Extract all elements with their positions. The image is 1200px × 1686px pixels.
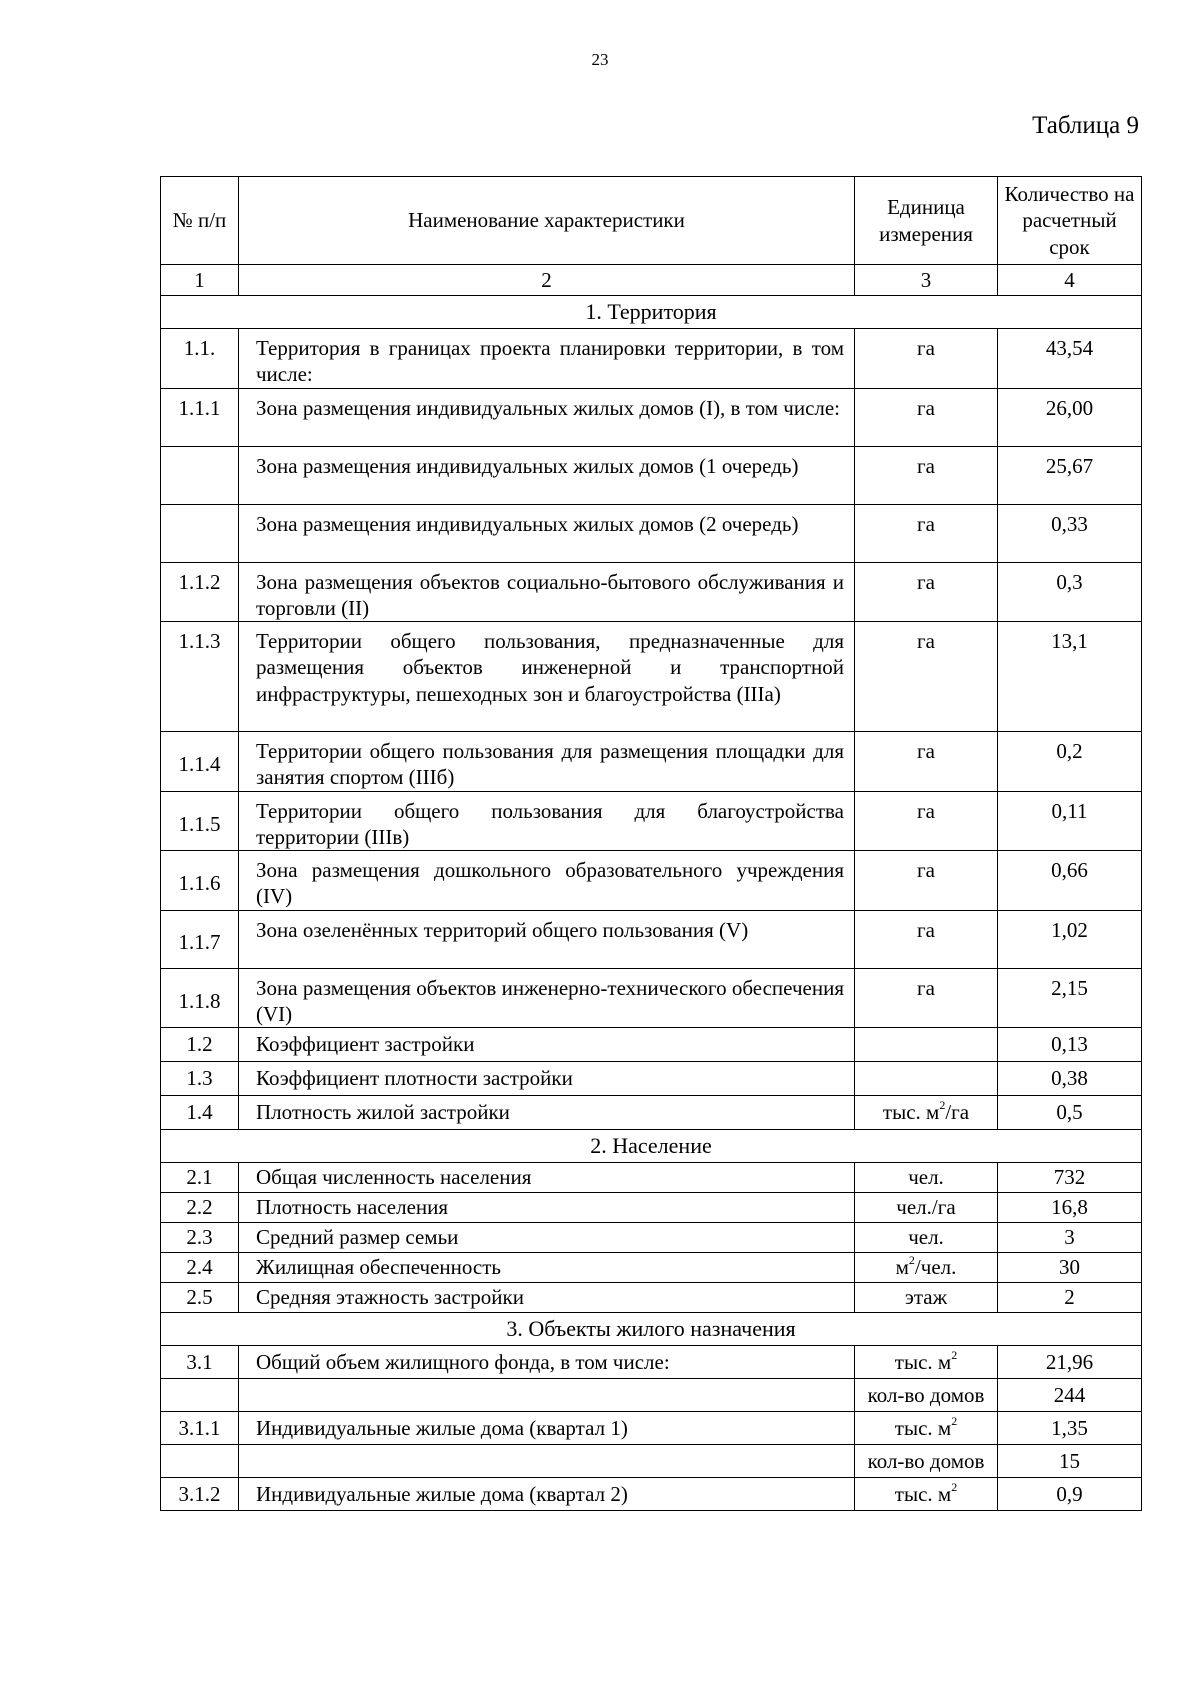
section-header-row	[161, 296, 1142, 329]
table-row	[161, 1478, 1142, 1511]
unit-suffix: /чел.	[914, 1255, 957, 1280]
header-unit: Единица измерения	[855, 177, 998, 265]
row-name: Зона размещения объектов социально-бытового обслуживания и торговли (II)	[239, 562, 855, 622]
row-number	[161, 446, 239, 504]
row-unit: чел.	[855, 1163, 998, 1193]
row-quantity: 1,02	[998, 910, 1142, 968]
table-row	[161, 1028, 1142, 1062]
row-name: Коэффициент застройки	[239, 1028, 855, 1062]
table-row	[161, 1096, 1142, 1130]
section-title: 1. Территория	[161, 296, 1142, 329]
table-header-row	[161, 177, 1142, 265]
table-row	[161, 388, 1142, 446]
table-row	[161, 1445, 1142, 1478]
row-number: 1.1.7	[161, 910, 239, 968]
row-quantity: 0,38	[998, 1062, 1142, 1096]
row-unit	[855, 1412, 998, 1445]
row-unit	[855, 1346, 998, 1379]
header-name: Наименование характеристики	[239, 177, 855, 265]
row-name: Средняя этажность застройки	[239, 1283, 855, 1313]
row-unit: этаж	[855, 1283, 998, 1313]
row-number	[161, 504, 239, 562]
row-unit	[855, 1028, 998, 1062]
row-name: Коэффициент плотности застройки	[239, 1062, 855, 1096]
unit-base: тыс. м	[882, 1100, 940, 1125]
row-quantity: 26,00	[998, 388, 1142, 446]
table-row	[161, 1253, 1142, 1283]
row-unit: га	[855, 622, 998, 732]
row-unit: га	[855, 732, 998, 792]
row-unit	[855, 1096, 998, 1130]
row-name: Зона размещения объектов инженерно-технического обеспечения (VI)	[239, 968, 855, 1028]
row-name: Зона размещения индивидуальных жилых домов (2 очередь)	[239, 504, 855, 562]
row-quantity: 2,15	[998, 968, 1142, 1028]
row-number: 1.1.	[161, 329, 239, 389]
section-header-row	[161, 1313, 1142, 1346]
row-name: Плотность населения	[239, 1193, 855, 1223]
header-qty: Количество на расчетный срок	[998, 177, 1142, 265]
section-title: 3. Объекты жилого назначения	[161, 1313, 1142, 1346]
row-number	[161, 1445, 239, 1478]
table-row	[161, 329, 1142, 389]
row-number: 2.3	[161, 1223, 239, 1253]
row-name: Зона озеленённых территорий общего пользования (V)	[239, 910, 855, 968]
table-row	[161, 791, 1142, 851]
row-quantity: 0,11	[998, 791, 1142, 851]
table-row	[161, 1193, 1142, 1223]
unit-superscript: 2	[908, 1253, 915, 1268]
row-number: 2.4	[161, 1253, 239, 1283]
row-name: Зона размещения индивидуальных жилых домов (1 очередь)	[239, 446, 855, 504]
table-row	[161, 1379, 1142, 1412]
row-unit: га	[855, 791, 998, 851]
table-row	[161, 851, 1142, 911]
row-quantity: 0,13	[998, 1028, 1142, 1062]
row-number: 2.1	[161, 1163, 239, 1193]
row-name: Территории общего пользования для размещения площадки для занятия спортом (IIIб)	[239, 732, 855, 792]
row-unit	[855, 1253, 998, 1283]
table-row	[161, 562, 1142, 622]
page-number: 23	[591, 50, 609, 69]
row-name: Средний размер семьи	[239, 1223, 855, 1253]
row-number: 1.2	[161, 1028, 239, 1062]
header-num: № п/п	[161, 177, 239, 265]
row-unit: га	[855, 446, 998, 504]
colnum-3: 3	[855, 265, 998, 296]
column-number-row	[161, 265, 1142, 296]
row-quantity: 0,2	[998, 732, 1142, 792]
row-quantity: 0,66	[998, 851, 1142, 911]
row-name	[239, 1379, 855, 1412]
table-row	[161, 732, 1142, 792]
row-quantity: 30	[998, 1253, 1142, 1283]
colnum-1: 1	[161, 265, 239, 296]
unit-superscript: 2	[951, 1479, 958, 1494]
unit-suffix: /га	[945, 1100, 970, 1125]
row-name: Плотность жилой застройки	[239, 1096, 855, 1130]
row-number	[161, 1379, 239, 1412]
row-quantity: 21,96	[998, 1346, 1142, 1379]
row-quantity: 0,9	[998, 1478, 1142, 1511]
colnum-2: 2	[239, 265, 855, 296]
section-header-row	[161, 1130, 1142, 1163]
unit-base: тыс. м	[894, 1415, 952, 1440]
row-number: 1.1.2	[161, 562, 239, 622]
row-name: Индивидуальные жилые дома (квартал 1)	[239, 1412, 855, 1445]
row-number: 1.4	[161, 1096, 239, 1130]
row-name: Территории общего пользования для благоустройства территории (IIIв)	[239, 791, 855, 851]
row-unit: га	[855, 968, 998, 1028]
table-row	[161, 1346, 1142, 1379]
row-name	[239, 1445, 855, 1478]
table-row	[161, 1062, 1142, 1096]
row-quantity: 2	[998, 1283, 1142, 1313]
table-body	[161, 296, 1142, 1511]
row-name: Общая численность населения	[239, 1163, 855, 1193]
row-quantity: 25,67	[998, 446, 1142, 504]
row-number: 1.3	[161, 1062, 239, 1096]
row-unit: га	[855, 388, 998, 446]
row-quantity: 0,3	[998, 562, 1142, 622]
row-unit: га	[855, 910, 998, 968]
row-unit: га	[855, 562, 998, 622]
table-row	[161, 622, 1142, 732]
table-row	[161, 1412, 1142, 1445]
row-number: 1.1.8	[161, 968, 239, 1028]
row-quantity: 43,54	[998, 329, 1142, 389]
row-unit	[855, 1478, 998, 1511]
characteristics-table	[160, 176, 1142, 1511]
unit-superscript: 2	[951, 1347, 958, 1362]
table-row	[161, 968, 1142, 1028]
table-row	[161, 910, 1142, 968]
row-quantity: 1,35	[998, 1412, 1142, 1445]
row-name: Жилищная обеспеченность	[239, 1253, 855, 1283]
row-name: Зона размещения индивидуальных жилых домов (I), в том числе:	[239, 388, 855, 446]
colnum-4: 4	[998, 265, 1142, 296]
row-name: Общий объем жилищного фонда, в том числе:	[239, 1346, 855, 1379]
row-name: Зона размещения дошкольного образовательного учреждения (IV)	[239, 851, 855, 911]
row-quantity: 0,33	[998, 504, 1142, 562]
unit-base: м	[895, 1255, 909, 1280]
row-number: 3.1.1	[161, 1412, 239, 1445]
table-caption: Таблица 9	[1032, 112, 1139, 139]
row-quantity: 3	[998, 1223, 1142, 1253]
row-unit: га	[855, 504, 998, 562]
row-quantity: 15	[998, 1445, 1142, 1478]
row-number: 1.1.3	[161, 622, 239, 732]
row-number: 1.1.5	[161, 791, 239, 851]
row-quantity: 0,5	[998, 1096, 1142, 1130]
row-number: 1.1.6	[161, 851, 239, 911]
row-number: 3.1.2	[161, 1478, 239, 1511]
row-number: 2.2	[161, 1193, 239, 1223]
unit-base: тыс. м	[894, 1481, 952, 1506]
row-number: 1.1.1	[161, 388, 239, 446]
row-name: Территория в границах проекта планировки территории, в том числе:	[239, 329, 855, 389]
row-quantity: 244	[998, 1379, 1142, 1412]
row-number: 2.5	[161, 1283, 239, 1313]
row-unit: чел./га	[855, 1193, 998, 1223]
row-quantity: 732	[998, 1163, 1142, 1193]
table-row	[161, 1163, 1142, 1193]
section-title: 2. Население	[161, 1130, 1142, 1163]
row-quantity: 13,1	[998, 622, 1142, 732]
unit-base: тыс. м	[894, 1349, 952, 1374]
table-row	[161, 446, 1142, 504]
unit-superscript: 2	[951, 1413, 958, 1428]
row-unit: чел.	[855, 1223, 998, 1253]
row-unit: га	[855, 329, 998, 389]
table-row	[161, 1283, 1142, 1313]
row-unit: кол-во домов	[855, 1379, 998, 1412]
row-name: Индивидуальные жилые дома (квартал 2)	[239, 1478, 855, 1511]
row-unit: га	[855, 851, 998, 911]
row-unit	[855, 1062, 998, 1096]
table-row	[161, 1223, 1142, 1253]
row-name: Территории общего пользования, предназначенные для размещения объектов инженерной и транспортной инфраструктуры, пешеходных зон и благоустройства (IIIа)	[239, 622, 855, 732]
row-unit: кол-во домов	[855, 1445, 998, 1478]
unit-superscript: 2	[939, 1098, 946, 1113]
row-number: 3.1	[161, 1346, 239, 1379]
row-quantity: 16,8	[998, 1193, 1142, 1223]
table-row	[161, 504, 1142, 562]
row-number: 1.1.4	[161, 732, 239, 792]
